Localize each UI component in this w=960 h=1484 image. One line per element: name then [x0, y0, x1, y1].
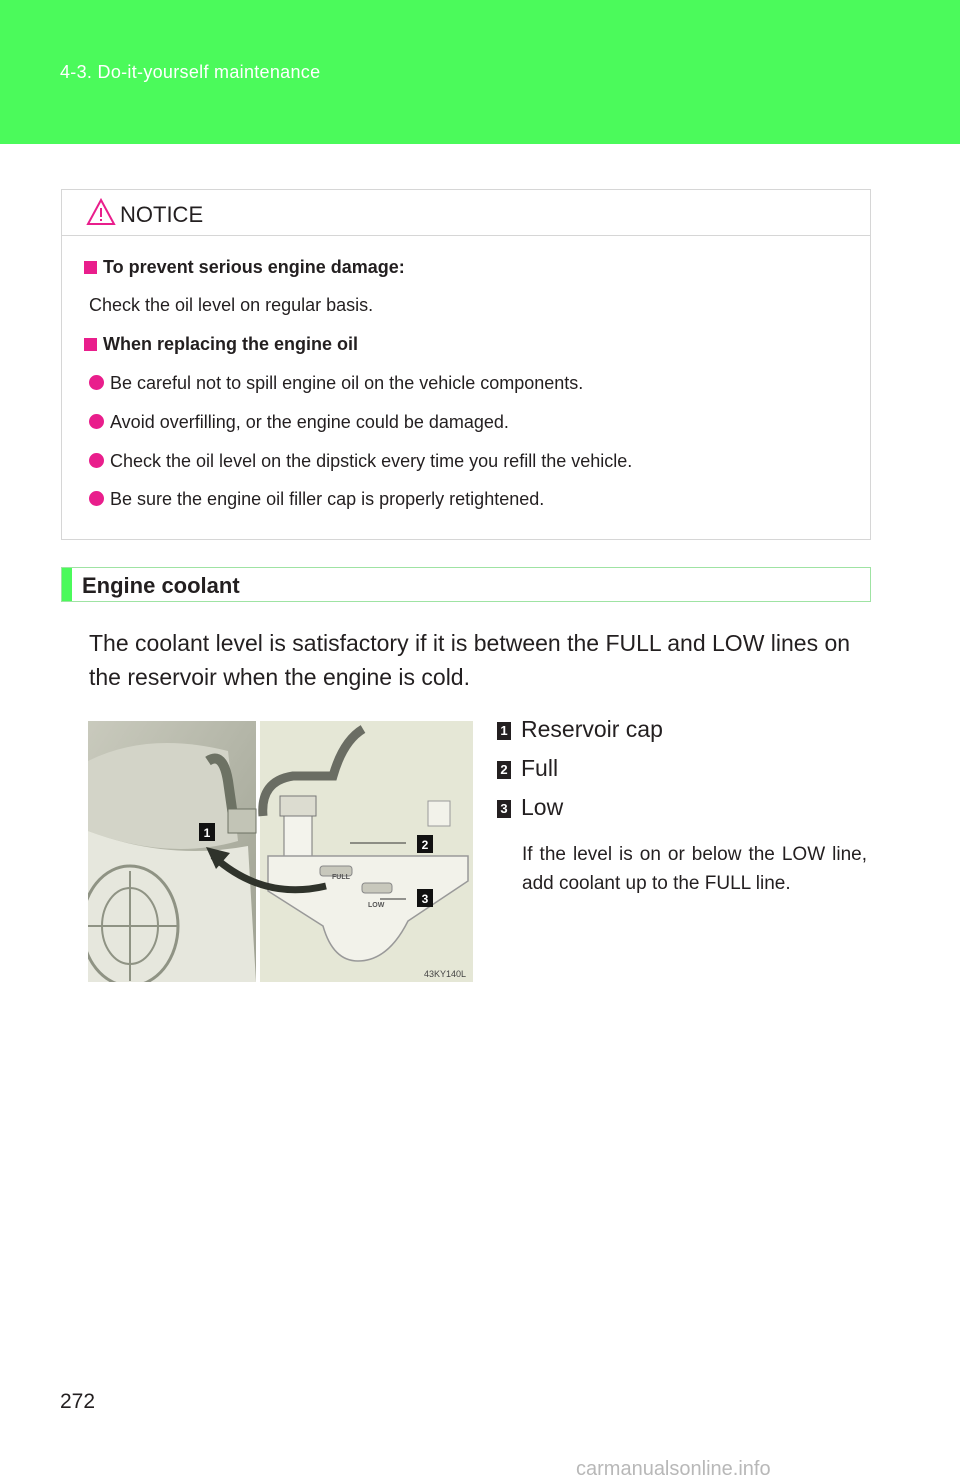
- tank-label-low: LOW: [368, 902, 385, 909]
- callout-3: 3: [421, 892, 429, 906]
- notice-bullet: Check the oil level on the dipstick every time you refill the vehicle.: [89, 451, 632, 472]
- notice-bullet: Avoid overfilling, or the engine could be damaged.: [89, 412, 509, 433]
- round-bullet-icon: [89, 453, 104, 468]
- number-marker: 3: [497, 800, 511, 818]
- round-bullet-icon: [89, 414, 104, 429]
- figure-code: 43KY140L: [423, 969, 466, 979]
- number-marker: 2: [497, 761, 511, 779]
- legend-item: 3 Low: [497, 794, 563, 821]
- section-heading: Engine coolant: [82, 573, 240, 598]
- square-bullet-icon: [84, 338, 97, 351]
- coolant-reservoir-illustration: [88, 721, 473, 982]
- round-bullet-icon: [89, 375, 104, 390]
- section-paragraph: The coolant level is satisfactory if it is between the FULL and LOW lines on the reservoir when the engine is cold.: [89, 630, 851, 690]
- callout-2: 2: [421, 838, 429, 852]
- watermark: carmanualsonline.info: [576, 1458, 771, 1480]
- notice-header: [62, 190, 870, 236]
- page-number: 272: [60, 1390, 96, 1413]
- page-header: [0, 0, 960, 144]
- legend-item: 1 Reservoir cap: [497, 716, 663, 743]
- notice-heading: When replacing the engine oil: [84, 334, 358, 355]
- notice-bullet: Be sure the engine oil filler cap is properly retightened.: [89, 489, 544, 510]
- notice-bullet: Be careful not to spill engine oil on the vehicle components.: [89, 373, 583, 394]
- warning-icon: [86, 198, 116, 226]
- number-marker: 1: [497, 722, 511, 740]
- notice-box: [61, 189, 871, 540]
- square-bullet-icon: [84, 261, 97, 274]
- notice-heading: To prevent serious engine damage:: [84, 257, 405, 278]
- callout-1: 1: [203, 826, 211, 840]
- section-accent: [62, 568, 72, 601]
- round-bullet-icon: [89, 491, 104, 506]
- legend-item: 2 Full: [497, 755, 558, 782]
- legend-note: If the level is on or below the LOW line, add coolant up to the FULL line.: [522, 844, 867, 894]
- notice-title: NOTICE: [120, 202, 204, 227]
- notice-text: Check the oil level on regular basis.: [89, 295, 374, 315]
- section-title: 4-3. Do-it-yourself maintenance: [60, 62, 321, 82]
- tank-label-full: FULL: [332, 874, 350, 881]
- section-heading-bar: [61, 567, 871, 602]
